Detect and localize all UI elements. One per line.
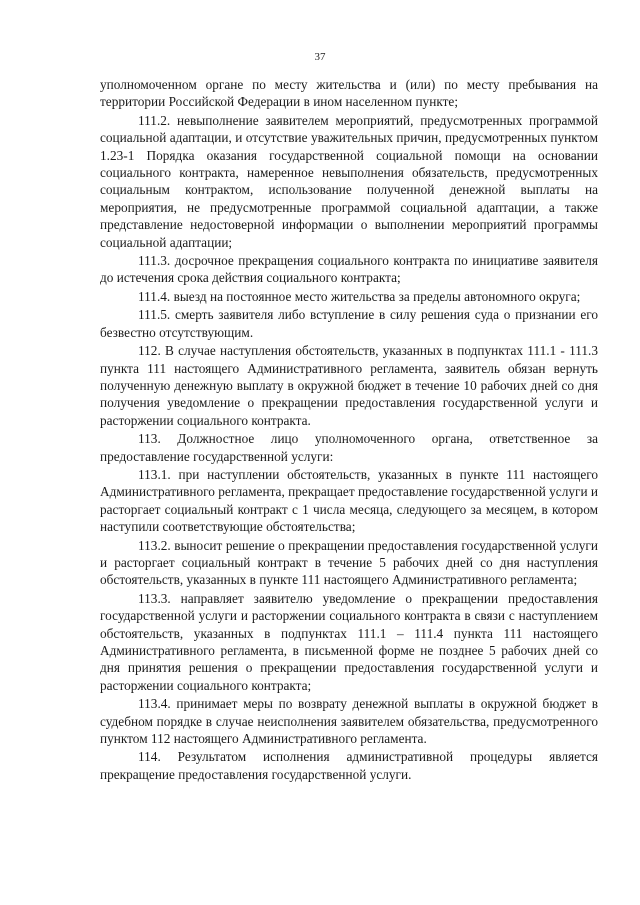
paragraph-113-3: 113.3. направляет заявителю уведомление о прекращении предоставления государственной услуги и расторжении социального контракта в связи с наступлением обстоятельств, указанных в подпунктах 111.1 – 111.4 пункта 111 настоящего Административного регламента, в письменной форме не позднее 5 рабочих дней со дня принятия решения о прекращении предоставления государственной услуги и расторжении социального контракта; (100, 590, 598, 693)
paragraph-112: 112. В случае наступления обстоятельств, указанных в подпунктах 111.1 - 111.3 пункта 111 настоящего Административного регламента, заявитель обязан вернуть полученную денежную выплату в окружной бюджет в течение 10 рабочих дней со дня получения уведомление о прекращении предоставления государственной услуги и расторжении социального контракта. (100, 343, 598, 428)
page-number: 37 (314, 51, 326, 63)
paragraph-113: 113. Должностное лицо уполномоченного органа, ответственное за предоставление государственной услуги: (100, 431, 598, 464)
paragraph-111-5: 111.5. смерть заявителя либо вступление в силу решения суда о признании его безвестно отсутствующим. (100, 307, 598, 340)
paragraph-114: 114. Результатом исполнения административной процедуры является прекращение предоставления государственной услуги. (100, 749, 598, 782)
paragraph-111-4: 111.4. выезд на постоянное место жительства за пределы автономного округа; (138, 288, 581, 304)
document-body (100, 76, 598, 783)
paragraph-111-2: 111.2. невыполнение заявителем мероприятий, предусмотренных программой социальной адаптации, и отсутствие уважительных причин, предусмотренных пунктом 1.23-1 Порядка оказания государственной социальной помощи на основании социального контракта, намеренное невыполнения обязательств, предусмотренных социальным контрактом, использование полученной денежной выплаты на мероприятия, не предусмотренные программой социальной адаптации, а также представление недостоверной информации о выполнении мероприятий программы социальной адаптации; (100, 112, 598, 250)
paragraph-113-2: 113.2. выносит решение о прекращении предоставления государственной услуги и расторгает социальный контракт в течение 5 рабочих дней со дня наступления обстоятельств, указанных в пункте 111 настоящего Административного регламента; (100, 537, 598, 588)
paragraph-113-4: 113.4. принимает меры по возврату денежной выплаты в окружной бюджет в судебном порядке в случае неисполнения заявителем обязательства, предусмотренного пунктом 112 настоящего Административного регламента. (100, 696, 598, 747)
paragraph-continuation: уполномоченном органе по месту жительства и (или) по месту пребывания на территории Российской Федерации в ином населенном пункте; (100, 77, 598, 110)
paragraph-113-1: 113.1. при наступлении обстоятельств, указанных в пункте 111 настоящего Административного регламента, прекращает предоставление государственной услуги и расторгает социальный контракт с 1 числа месяца, следующего за месяцем, в котором наступили соответствующие обстоятельства; (100, 466, 598, 535)
paragraph-111-3: 111.3. досрочное прекращения социального контракта по инициативе заявителя до истечения срока действия социального контракта; (100, 253, 598, 286)
